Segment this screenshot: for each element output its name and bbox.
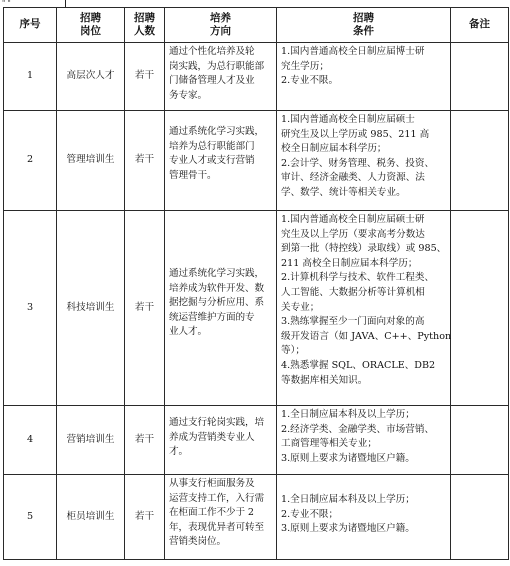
cell-direction: 从事支行柜面服务及 运营支持工作，入行需 在柜面工作不少于 2 年，表现优异者可转至 营销类岗位。 [165,475,277,560]
cell-count: 若干 [125,475,165,560]
cell-direction: 通过系统化学习实践， 培养成为软件开发、数 据挖掘与分析应用、系 统运营维护方面的专 业人才。 [165,211,277,406]
cell-conditions: 1.国内普通高校全日制应届博士研 究生学历； 2.专业不限。 [277,43,451,111]
corner-quote-mark: " " [2,0,11,7]
header-count: 招聘 人数 [125,8,165,43]
cell-seq: 3 [4,211,57,406]
header-position: 招聘 岗位 [57,8,125,43]
cell-remarks [451,211,509,406]
cell-position: 柜员培训生 [57,475,125,560]
cell-count: 若干 [125,406,165,475]
cell-conditions: 1.国内普通高校全日制应届硕士 研究生及以上学历或 985、211 高 校全日制应届本科学历； 2.会计学、财务管理、税务、投资、 审计、经济金融类、人力资源、法 学、数学、统计等相关专业。 [277,111,451,211]
cell-position: 高层次人才 [57,43,125,111]
cell-seq: 5 [4,475,57,560]
ruler-tick [65,0,66,7]
cell-seq: 2 [4,111,57,211]
table-row [4,211,509,406]
recruitment-table [3,7,509,560]
cell-remarks [451,111,509,211]
cell-count: 若干 [125,43,165,111]
table-row [4,475,509,560]
cell-conditions: 1.全日制应届本科及以上学历； 2.经济学类、金融学类、市场营销、 工商管理等相关专业； 3.原则上要求为诸暨地区户籍。 [277,406,451,475]
cell-conditions: 1.全日制应届本科及以上学历； 2.专业不限； 3.原则上要求为诸暨地区户籍。 [277,475,451,560]
table-row [4,111,509,211]
cell-remarks [451,406,509,475]
header-seq: 序号 [4,8,57,43]
cell-count: 若干 [125,211,165,406]
header-remarks: 备注 [451,8,509,43]
table-row [4,406,509,475]
cell-conditions: 1.国内普通高校全日制应届硕士研 究生及以上学历（要求高考分数达 到第一批（特控线）录取线）或 985、 211 高校全日制应届本科学历； 2.计算机科学与技术、软件工程类、 人工智能、大数据分析等计算机相 关专业； 3.熟练掌握至少一门面向对象的高 级开发语言（如 JAVA、C++、Python 等）； 4.熟悉掌握 SQL、ORACLE、DB2 等数据库相关知识。 [277,211,451,406]
header-direction: 培养 方向 [165,8,277,43]
cell-direction: 通过系统化学习实践， 培养为总行职能部门 专业人才或支行营销 管理骨干。 [165,111,277,211]
cell-seq: 4 [4,406,57,475]
cell-position: 管理培训生 [57,111,125,211]
cell-remarks [451,475,509,560]
cell-count: 若干 [125,111,165,211]
cell-seq: 1 [4,43,57,111]
header-conditions: 招聘 条件 [277,8,451,43]
cell-position: 科技培训生 [57,211,125,406]
cell-position: 营销培训生 [57,406,125,475]
table-row [4,43,509,111]
cell-remarks [451,43,509,111]
header-row [4,8,509,43]
cell-direction: 通过个性化培养及轮 岗实践，为总行职能部 门储备管理人才及业 务专家。 [165,43,277,111]
cell-direction: 通过支行轮岗实践，培 养成为营销类专业人 才。 [165,406,277,475]
